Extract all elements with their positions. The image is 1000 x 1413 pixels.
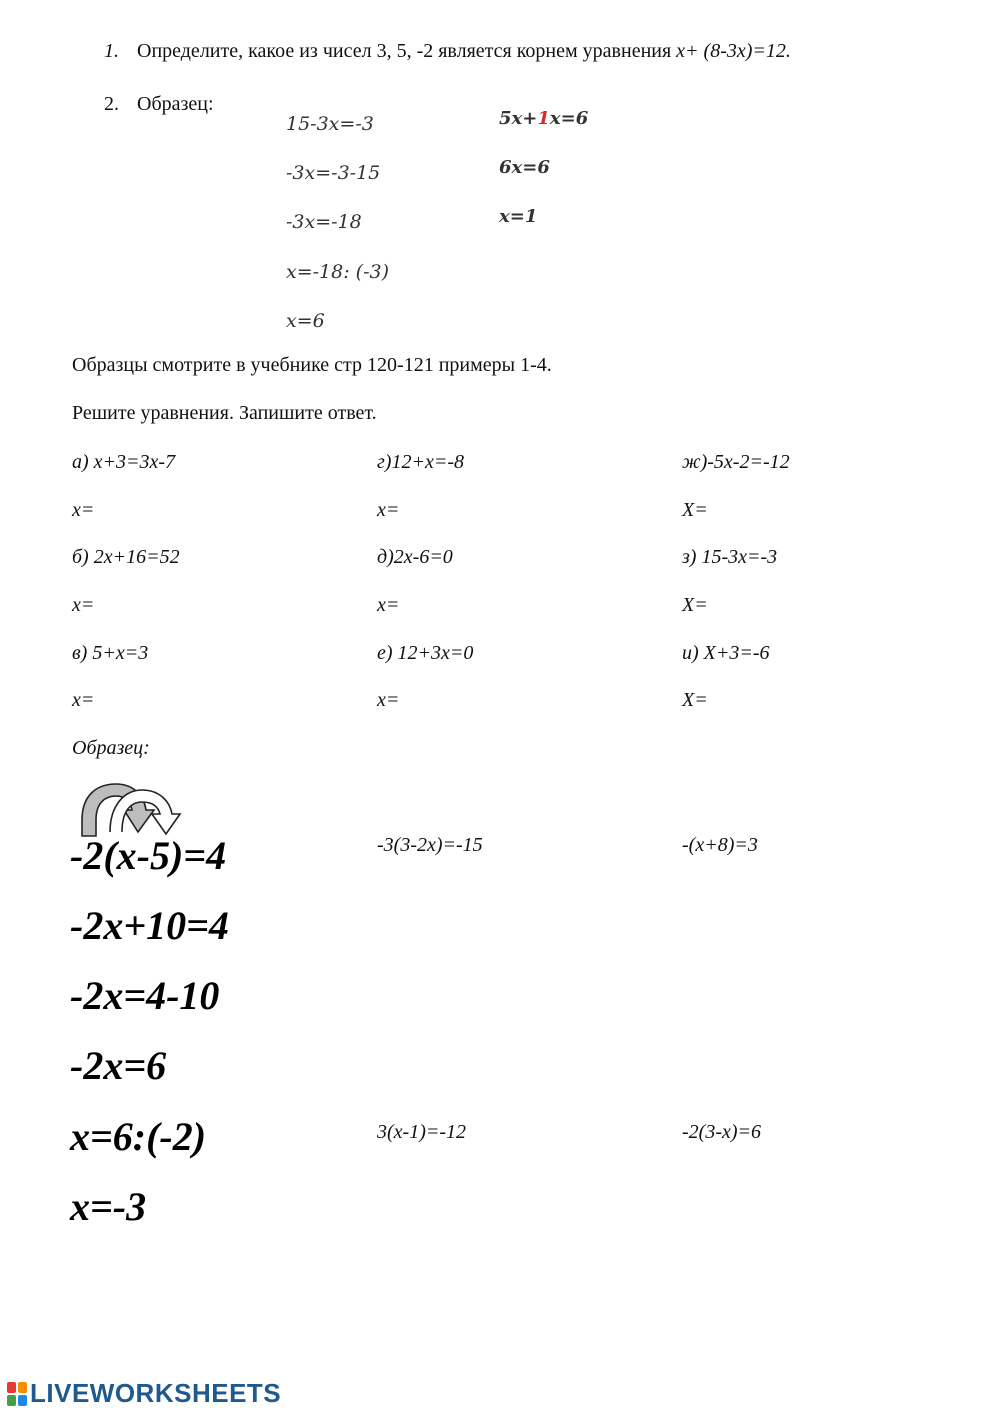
answer-field[interactable]: x= bbox=[72, 594, 95, 616]
sample-left-line: 15-3x=-3 bbox=[286, 113, 374, 135]
answer-field[interactable]: x= bbox=[377, 594, 400, 616]
worked-step: -2x=6 bbox=[70, 1043, 167, 1088]
equation-zh: ж)-5x-2=-12 bbox=[682, 451, 790, 473]
worked-step: x=6:(-2) bbox=[70, 1114, 207, 1159]
task1-equation: x+ (8-3x)=12. bbox=[676, 40, 791, 62]
sample-right-line bbox=[499, 108, 588, 129]
equation-z: з) 15-3x=-3 bbox=[682, 546, 778, 568]
task1 bbox=[104, 40, 791, 63]
answer-field[interactable]: x= bbox=[72, 689, 95, 711]
answer-field[interactable]: x= bbox=[72, 499, 95, 521]
answer-field[interactable]: X= bbox=[682, 594, 708, 616]
sample2-label: Образец: bbox=[72, 737, 150, 759]
equation-b: б) 2x+16=52 bbox=[72, 546, 180, 568]
logo-text: LIVEWORKSHEETS bbox=[30, 1378, 282, 1408]
answer-field[interactable]: x= bbox=[377, 499, 400, 521]
distribution-arrows-icon bbox=[76, 780, 186, 840]
sample-right-part: 5x+ bbox=[499, 108, 538, 129]
equation-e: е) 12+3x=0 bbox=[377, 642, 474, 664]
extra-equation: 3(x-1)=-12 bbox=[377, 1121, 467, 1143]
worked-step: -2x+10=4 bbox=[70, 903, 229, 948]
equation-i: и) X+3=-6 bbox=[682, 642, 770, 664]
task2-label: Образец: bbox=[137, 93, 214, 115]
answer-field[interactable]: x= bbox=[377, 689, 400, 711]
worked-step: -2x=4-10 bbox=[70, 973, 220, 1018]
logo-mark-icon bbox=[6, 1381, 28, 1407]
sample-left-line: -3x=-3-15 bbox=[286, 162, 381, 184]
extra-equation: -2(3-x)=6 bbox=[682, 1121, 762, 1143]
sample-left-line: x=6 bbox=[286, 310, 325, 332]
sample-right-part: x=6 bbox=[549, 108, 589, 129]
textbook-note: Образцы смотрите в учебнике стр 120-121 примеры 1-4. bbox=[72, 354, 552, 376]
equation-d: д)2x-6=0 bbox=[377, 546, 453, 568]
worked-step: x=-3 bbox=[70, 1184, 147, 1229]
answer-field[interactable]: X= bbox=[682, 499, 708, 521]
highlighted-coefficient: 1 bbox=[537, 108, 550, 129]
extra-equation: -3(3-2x)=-15 bbox=[377, 834, 483, 856]
equation-a: а) x+3=3x-7 bbox=[72, 451, 176, 473]
answer-field[interactable]: X= bbox=[682, 689, 708, 711]
sample-right-line: x=1 bbox=[499, 206, 538, 227]
sample-right-line: 6x=6 bbox=[499, 157, 550, 178]
equation-g: г)12+x=-8 bbox=[377, 451, 464, 473]
sample-left-line: -3x=-18 bbox=[286, 211, 362, 233]
extra-equation: -(x+8)=3 bbox=[682, 834, 758, 856]
liveworksheets-logo bbox=[6, 1378, 281, 1409]
task2-heading bbox=[104, 93, 214, 116]
instruction: Решите уравнения. Запишите ответ. bbox=[72, 402, 377, 424]
worked-step: -2(x-5)=4 bbox=[70, 833, 227, 878]
task1-number: 1. bbox=[104, 40, 119, 62]
sample-left-line: x=-18: (-3) bbox=[286, 261, 390, 283]
task1-text: Определите, какое из чисел 3, 5, -2 является корнем уравнения bbox=[137, 40, 677, 62]
task2-number: 2. bbox=[104, 93, 119, 115]
equation-v: в) 5+x=3 bbox=[72, 642, 149, 664]
